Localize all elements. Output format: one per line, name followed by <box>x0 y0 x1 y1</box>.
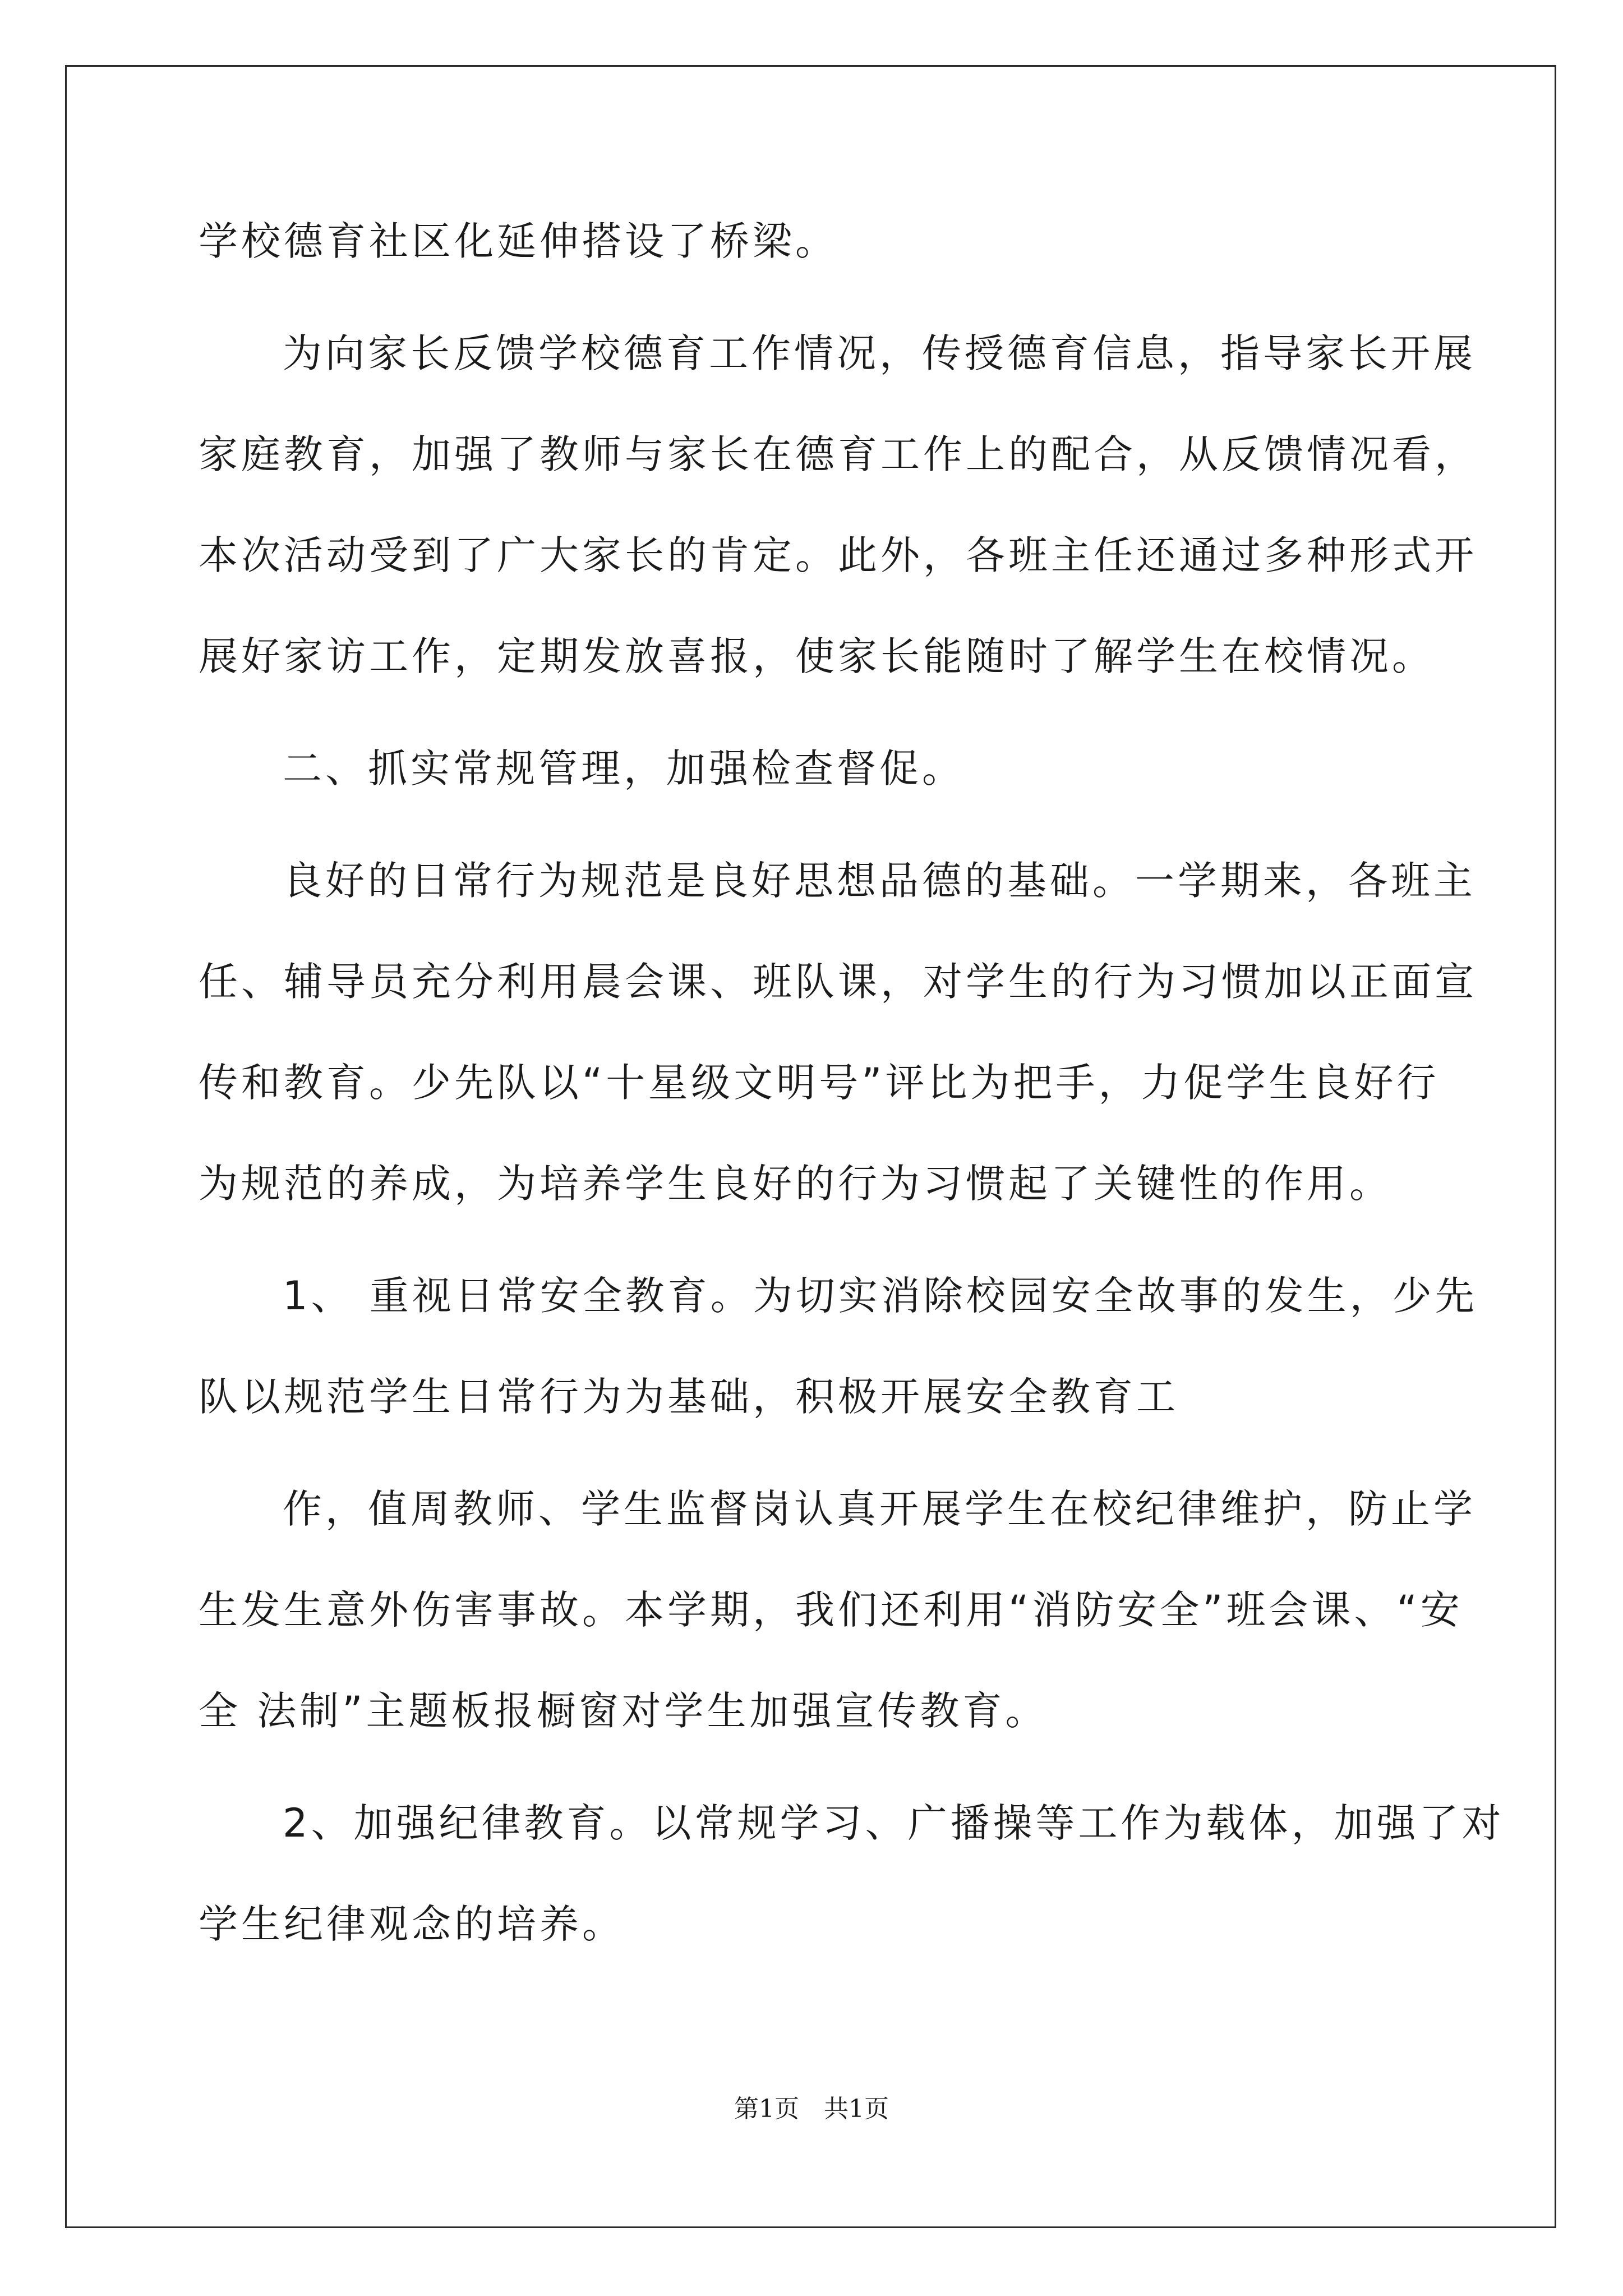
page-footer <box>0 2092 1623 2126</box>
section-heading: 二、抓实常规管理，加强检查督促。 <box>283 746 965 792</box>
list-item-first-line: 2、加强纪律教育。以常规学习、广播操等工作为载体，加强了对 <box>283 1800 1505 1846</box>
text-line: 学校德育社区化延伸搭设了桥梁。 <box>199 218 838 264</box>
text-line: 学生纪律观念的培养。 <box>199 1901 625 1947</box>
list-item-first-line: 1、 重视日常安全教育。为切实消除校园安全故事的发生，少先 <box>283 1273 1478 1319</box>
text-line: 任、辅导员充分利用晨会课、班队课，对学生的行为习惯加以正面宣 <box>199 959 1477 1005</box>
text-line: 家庭教育，加强了教师与家长在德育工作上的配合，从反馈情况看， <box>199 431 1477 477</box>
paragraph-first-line: 为向家长反馈学校德育工作情况，传授德育信息，指导家长开展 <box>283 330 1476 376</box>
text-line: 队以规范学生日常行为为基础，积极开展安全教育工 <box>199 1374 1179 1420</box>
text-line: 本次活动受到了广大家长的肯定。此外，各班主任还通过多种形式开 <box>199 532 1477 578</box>
text-line: 展好家访工作，定期发放喜报，使家长能随时了解学生在校情况。 <box>199 633 1435 679</box>
text-line: 为规范的养成，为培养学生良好的行为习惯起了关键性的作用。 <box>199 1161 1392 1207</box>
paragraph-first-line: 作，值周教师、学生监督岗认真开展学生在校纪律维护，防止学 <box>283 1486 1476 1532</box>
paragraph-first-line: 良好的日常行为规范是良好思想品德的基础。一学期来，各班主 <box>283 858 1476 904</box>
text-line: 全 法制”主题板报橱窗对学生加强宣传教育。 <box>199 1688 1048 1734</box>
text-line: 生发生意外伤害事故。本学期，我们还利用“消防安全”班会课、“安 <box>199 1587 1463 1633</box>
page-total: 共1页 <box>824 2095 889 2123</box>
text-line: 传和教育。少先队以“十星级文明号”评比为把手，力促学生良好行 <box>199 1060 1440 1106</box>
page-number: 第1页 <box>734 2095 799 2123</box>
